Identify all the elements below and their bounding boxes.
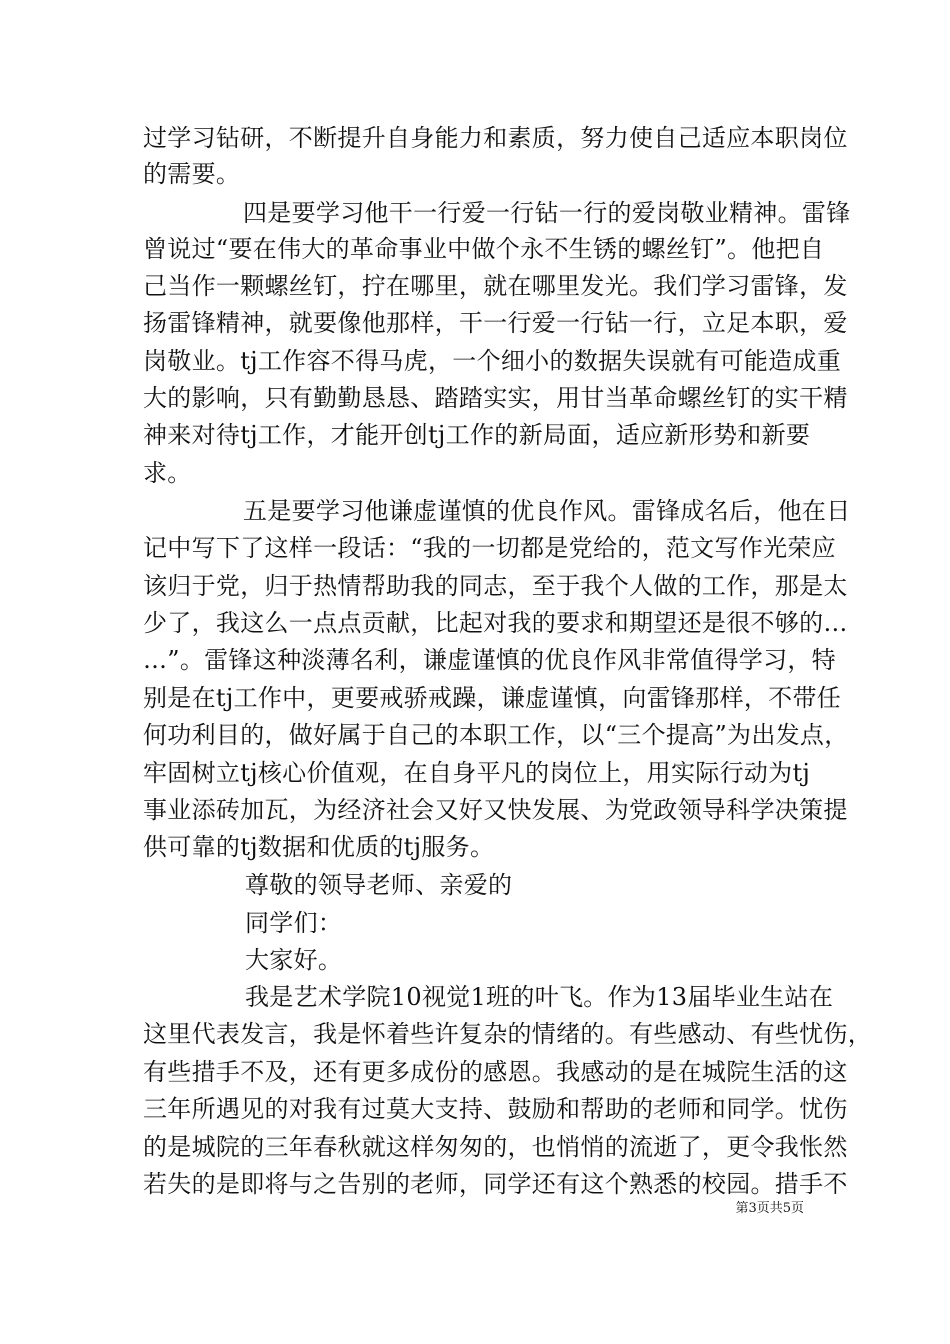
text-line: 牢固树立tj核心价值观，在自身平凡的岗位上，用实际行动为tj [143,759,811,787]
text-line: 事业添砖加瓦，为经济社会又好又快发展、为党政领导科学决策提 [143,796,848,824]
text-line: 过学习钻研，不断提升自身能力和素质，努力使自己适应本职岗位 [143,124,848,152]
text-line: 这里代表发言，我是怀着些许复杂的情绪的。有些感动、有些忧伤， [143,1020,872,1048]
text-line: 神来对待tj工作，才能开创tj工作的新局面，适应新形势和新要 [143,421,811,449]
salutation-line: 同学们： [245,909,343,937]
paragraph-start-line: 五是要学习他谦虚谨慎的优良作风。雷锋成名后，他在日 [243,497,851,525]
text-line: …”。雷锋这种淡薄名利，谦虚谨慎的优良作风非常值得学习，特 [143,646,836,674]
paragraph-start-line: 四是要学习他干一行爱一行钻一行的爱岗敬业精神。雷锋 [243,199,851,227]
text-line: 的需要。 [143,160,241,188]
text-line: 己当作一颗螺丝钉，拧在哪里，就在哪里发光。我们学习雷锋，发 [143,272,848,300]
text-line: 少了，我这么一点点贡献，比起对我的要求和期望还是很不够的… [143,609,848,637]
text-line: 若失的是即将与之告别的老师，同学还有这个熟悉的校园。措手不 [143,1170,848,1198]
text-line: 的是城院的三年春秋就这样匆匆的，也悄悄的流逝了，更令我怅然 [143,1133,848,1161]
text-line: 大的影响，只有勤勤恳恳、踏踏实实，用甘当革命螺丝钉的实干精 [143,384,848,412]
text-line: 扬雷锋精神，就要像他那样，干一行爱一行钻一行，立足本职，爱 [143,309,848,337]
text-line: 三年所遇见的对我有过莫大支持、鼓励和帮助的老师和同学。忧伤 [143,1095,848,1123]
text-line: 记中写下了这样一段话：“我的一切都是党给的，范文写作光荣应 [143,534,836,562]
text-line: 求。 [143,459,192,487]
text-line: 供可靠的tj数据和优质的tj服务。 [143,833,495,861]
paragraph-start-line: 我是艺术学院10视觉1班的叶飞。作为13届毕业生站在 [245,983,834,1011]
text-line: 别是在tj工作中，更要戒骄戒躁，谦虚谨慎，向雷锋那样，不带任 [143,684,842,712]
greeting-line: 大家好。 [245,946,343,974]
text-line: 岗敬业。tj工作容不得马虎，一个细小的数据失误就有可能造成重 [143,347,842,375]
text-line: 何功利目的，做好属于自己的本职工作，以“三个提高”为出发点， [143,721,849,749]
text-line: 该归于党，归于热情帮助我的同志，至于我个人做的工作，那是太 [143,572,848,600]
page-number-footer: 第3页共5页 [735,1201,804,1216]
salutation-line: 尊敬的领导老师、亲爱的 [245,871,513,899]
text-line: 曾说过“要在伟大的革命事业中做个永不生锈的螺丝钉”。他把自 [143,235,825,263]
text-line: 有些措手不及，还有更多成份的感恩。我感动的是在城院生活的这 [143,1058,848,1086]
